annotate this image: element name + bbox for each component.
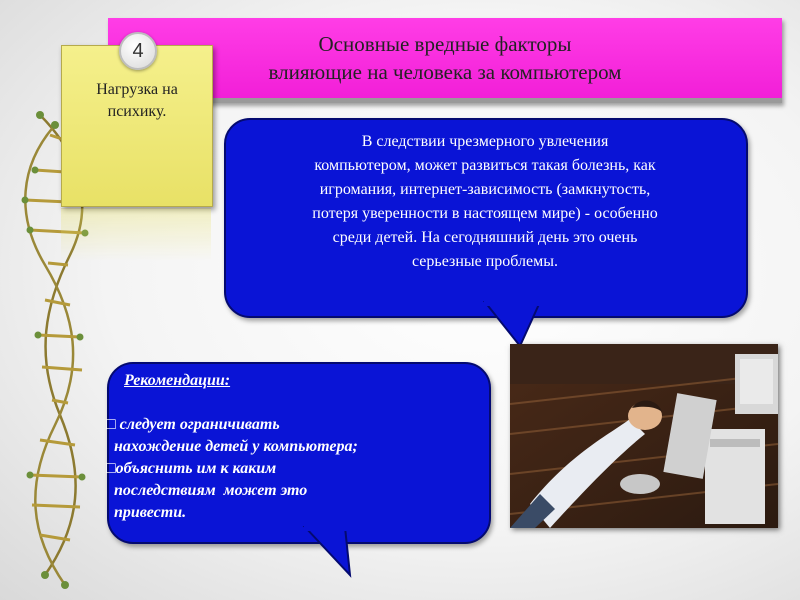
bullet-icon: □ (106, 460, 116, 477)
recommendation-line: привести. (106, 504, 187, 521)
topic-card-reflection (61, 208, 211, 261)
title-line: Основные вредные факторы (318, 32, 572, 56)
description-bubble-tail (480, 300, 550, 350)
slide-number-badge: 4 (119, 32, 157, 70)
description-text (240, 130, 730, 274)
recommendations-text (106, 370, 486, 524)
card-label-line: Нагрузка на (96, 81, 178, 98)
description-line: среди детей. На сегодняшний день это очень (332, 229, 638, 246)
recommendation-line: нахождение детей у компьютера; (106, 438, 358, 455)
photo-person-asleep-at-computer (510, 344, 778, 528)
recommendation-line: □ следует ограничивать (106, 416, 280, 433)
description-line: потеря уверенности в настоящем мире) - особенно (312, 205, 658, 222)
description-line: В следствии чрезмерного увлечения (361, 133, 609, 150)
description-line: серьезные проблемы. (412, 253, 558, 270)
slide-title (205, 30, 685, 86)
recommendation-line: последствиям может это (106, 482, 308, 499)
description-line: компьютером, может развиться такая болезнь, как (314, 157, 656, 174)
title-line: влияющие на человека за компьютером (268, 60, 622, 84)
recommendation-line: □объяснить им к каким (106, 460, 277, 477)
recommendations-title: Рекомендации: (124, 372, 231, 389)
topic-card-label (66, 79, 208, 123)
description-line: игромания, интернет-зависимость (замкнутость, (319, 181, 651, 198)
bullet-icon: □ (106, 416, 116, 433)
card-label-line: психику. (107, 103, 167, 120)
recommendations-bubble-tail (300, 525, 370, 580)
